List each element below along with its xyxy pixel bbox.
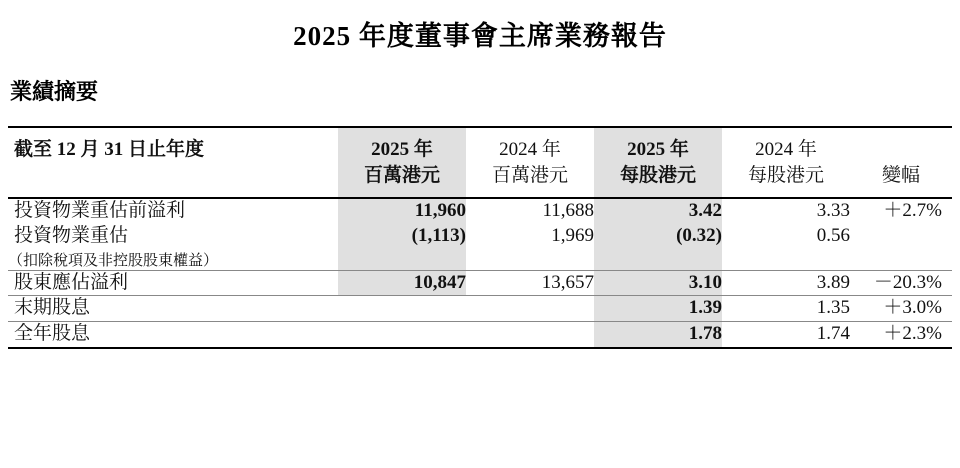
table-header-row-1 — [8, 127, 952, 163]
row-3-change: ＋3.0% — [850, 296, 952, 322]
row-2-2024-million: 13,657 — [466, 270, 594, 296]
header-col-2024-million-line2: 百萬港元 — [491, 164, 568, 186]
row-3-2024-million — [466, 296, 594, 322]
row-1-2025-pershare: (0.32) — [594, 224, 722, 249]
row-1-note-filler-b — [466, 249, 594, 271]
header-col-2025-pershare-line1: 2025 年 — [594, 127, 722, 163]
row-2-2025-million: 10,847 — [338, 270, 466, 296]
header-col-2024-pershare-line2: 每股港元 — [747, 164, 824, 186]
row-0-2024-million: 11,688 — [466, 198, 594, 224]
row-4-2024-pershare: 1.74 — [722, 322, 850, 348]
row-1-change — [850, 224, 952, 249]
table-row — [8, 322, 952, 348]
row-1-note-filler-e — [850, 249, 952, 271]
header-col-2024-pershare-line1: 2024 年 — [722, 127, 850, 163]
report-page — [0, 8, 960, 468]
table-row — [8, 270, 952, 296]
table-bottom-rule — [8, 348, 952, 357]
table-header-row-2 — [8, 163, 952, 199]
row-3-2025-million — [338, 296, 466, 322]
row-1-note: （扣除稅項及非控股股東權益） — [8, 252, 219, 269]
row-4-change: ＋2.3% — [850, 322, 952, 348]
row-0-2024-pershare: 3.33 — [722, 198, 850, 224]
header-col-2025-pershare-line2: 每股港元 — [594, 163, 722, 199]
row-3-2025-pershare: 1.39 — [594, 296, 722, 322]
header-col-2024-million-line1: 2024 年 — [466, 127, 594, 163]
header-period-label: 截至 12 月 31 日止年度 — [8, 127, 338, 163]
row-0-2025-million: 11,960 — [338, 198, 466, 224]
row-4-2025-million — [338, 322, 466, 348]
row-label-full-year-dividend: 全年股息 — [8, 322, 338, 348]
row-1-2024-million: 1,969 — [551, 224, 594, 246]
row-4-2024-million — [466, 322, 594, 348]
header-col-2025-million-line2: 百萬港元 — [338, 163, 466, 199]
row-1-note-filler-d — [722, 249, 850, 271]
row-1-note-filler-a — [338, 249, 466, 271]
header-period-label-line2 — [8, 163, 338, 199]
financial-summary-table — [8, 126, 952, 357]
row-1-2024-pershare: 0.56 — [816, 224, 850, 246]
section-title: 業績摘要 — [10, 79, 99, 104]
table-row — [8, 296, 952, 322]
row-label-profit-before-revaluation: 投資物業重估前溢利 — [8, 198, 338, 224]
row-4-2025-pershare: 1.78 — [594, 322, 722, 348]
row-1-2025-million: (1,113) — [338, 224, 466, 249]
header-col-change-line2: 變幅 — [881, 164, 920, 186]
row-label-final-dividend: 末期股息 — [8, 296, 338, 322]
row-label-investment-property-revaluation: 投資物業重估 — [14, 224, 129, 246]
row-label-profit-attributable: 股東應佔溢利 — [8, 270, 338, 296]
row-0-2025-pershare: 3.42 — [594, 198, 722, 224]
row-0-change: ＋2.7% — [850, 198, 952, 224]
row-2-2024-pershare: 3.89 — [722, 270, 850, 296]
header-col-change-line1 — [850, 127, 952, 163]
row-1-note-filler-c — [594, 249, 722, 271]
table-row — [8, 198, 952, 224]
table-row-note — [8, 249, 952, 271]
row-3-2024-pershare: 1.35 — [722, 296, 850, 322]
row-2-change: －20.3% — [850, 270, 952, 296]
header-col-2025-million-line1: 2025 年 — [338, 127, 466, 163]
table-row — [8, 224, 952, 249]
row-2-2025-pershare: 3.10 — [594, 270, 722, 296]
page-title: 2025 年度董事會主席業務報告 — [293, 21, 667, 51]
